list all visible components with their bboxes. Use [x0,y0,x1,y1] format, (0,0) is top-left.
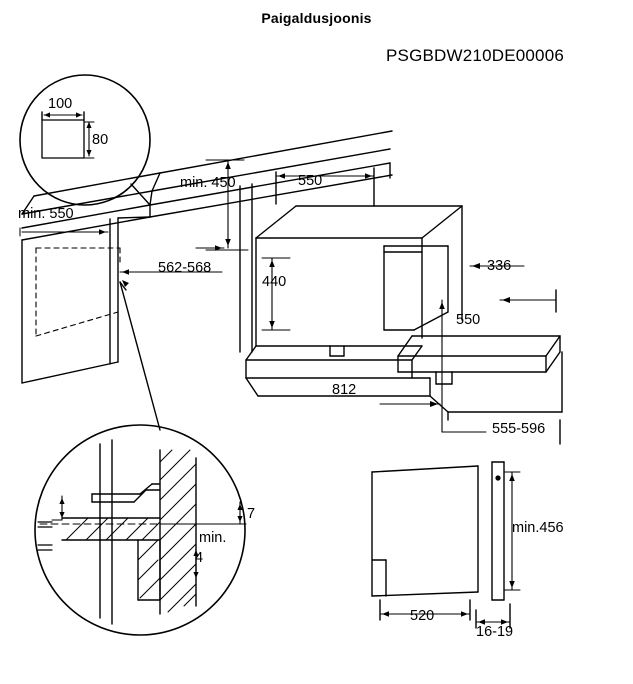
dimension-label-min-450: min. 450 [180,175,236,191]
dimension-label-555-596: 555-596 [492,421,546,437]
dimension-label-550-width: 550 [298,173,323,189]
dimension-label-min-456: min.456 [512,520,564,536]
dimension-label-440: 440 [262,274,287,290]
dimension-label-336: 336 [487,258,512,274]
dimension-label-7: 7 [247,506,256,522]
dimension-label-16-19: 16-19 [476,624,514,640]
dimension-label-4: 4 [195,550,204,566]
page-title: Paigaldusjoonis [261,10,372,26]
dimension-label-min-550: min. 550 [18,206,74,222]
dimension-label-812: 812 [332,382,357,398]
dimension-label-80: 80 [92,132,109,148]
model-code: PSGBDW210DE00006 [386,46,565,65]
dimension-label-100: 100 [48,96,73,112]
dimension-label-550-door: 550 [456,312,481,328]
dimension-label-min: min. [199,530,227,546]
dimension-label-562-568: 562-568 [158,260,212,276]
dimension-label-520: 520 [410,608,435,624]
